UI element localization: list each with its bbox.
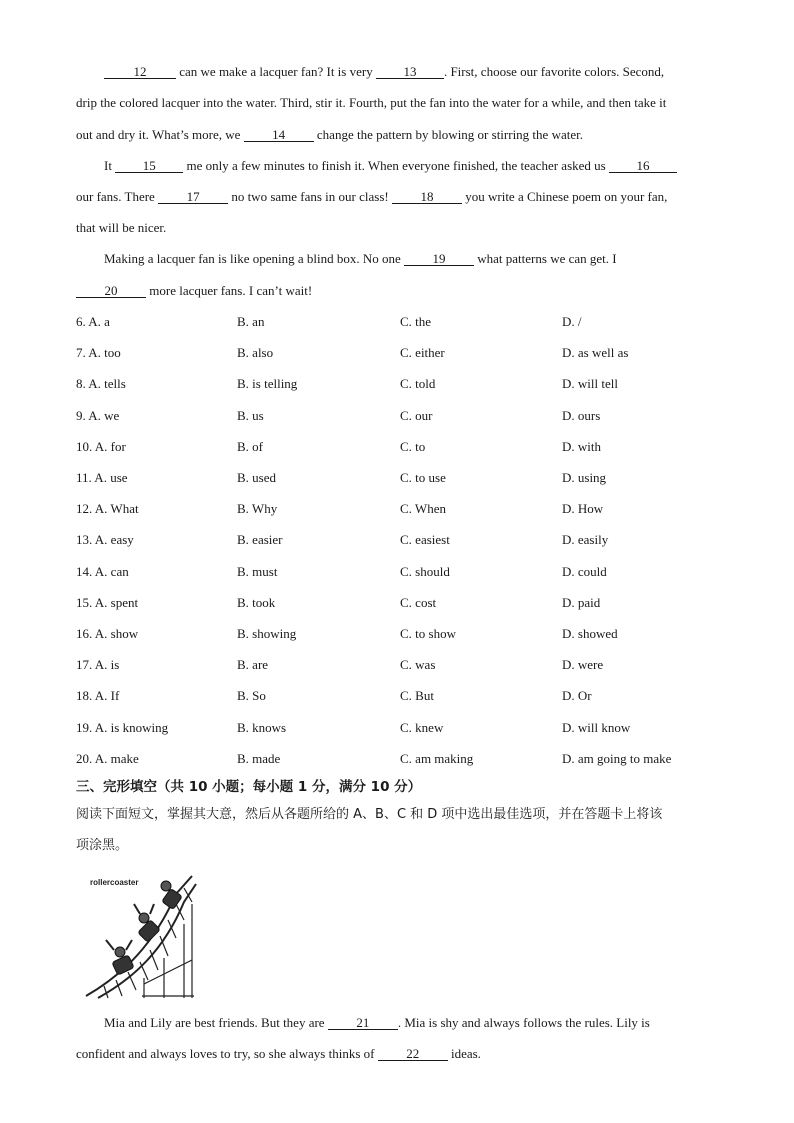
option-b: B. made — [237, 750, 281, 766]
option-a: 7. A. too — [76, 345, 121, 361]
option-d: D. am going to make — [562, 750, 672, 766]
option-d: D. paid — [562, 594, 601, 610]
option-a: 10. A. for — [76, 438, 126, 454]
option-a: 17. A. is — [76, 657, 120, 673]
option-c: C. knew — [400, 719, 444, 735]
option-d: D. / — [562, 314, 582, 329]
text: what patterns we can get. I — [474, 251, 617, 266]
blank-12: 12 — [104, 65, 176, 79]
blank-18: 18 — [392, 190, 462, 204]
text: confident and always loves to try, so she always thinks of — [76, 1046, 378, 1061]
option-c: C. But — [400, 688, 434, 704]
option-a: 12. A. What — [76, 501, 139, 517]
option-c: C. easiest — [400, 532, 450, 548]
option-row — [76, 376, 736, 392]
passage1-line-6: that will be nicer. — [76, 220, 167, 235]
passage1-line-8 — [76, 283, 721, 299]
text: you write a Chinese poem on your fan, — [461, 189, 668, 204]
text: me only a few minutes to finish it. When everyone finished, the teacher asked us — [183, 158, 609, 173]
option-row — [76, 345, 736, 361]
option-c: C. either — [400, 345, 445, 361]
option-row — [76, 720, 736, 736]
text: Making a lacquer fan is like opening a blind box. No one — [104, 251, 405, 266]
option-c: C. cost — [400, 594, 437, 610]
option-row — [76, 626, 736, 642]
text: . First, choose our favorite colors. Second, — [443, 64, 665, 79]
option-a: 13. A. easy — [76, 532, 134, 548]
option-b: B. knows — [237, 719, 287, 735]
text: change the pattern by blowing or stirring the water. — [313, 127, 583, 142]
option-b: B. are — [237, 657, 269, 673]
option-a: 18. A. If — [76, 688, 120, 704]
text: more lacquer fans. I can’t wait! — [146, 283, 313, 298]
option-d: D. Or — [562, 688, 592, 704]
option-row — [76, 439, 736, 455]
option-row — [76, 532, 736, 548]
rollercoaster-image — [84, 874, 198, 1000]
option-b: B. of — [237, 438, 263, 454]
option-d: D. How — [562, 501, 604, 517]
text: can we make a lacquer fan? It is very — [176, 64, 376, 79]
blank-20: 20 — [76, 284, 146, 298]
text: It — [104, 158, 116, 173]
blank-19: 19 — [404, 252, 474, 266]
passage1-line-5 — [76, 189, 721, 205]
option-c: C. to show — [400, 626, 456, 641]
text: no two same fans in our class! — [228, 189, 392, 204]
passage1-line-7 — [104, 251, 749, 267]
option-c: C. should — [400, 563, 450, 579]
blank-13: 13 — [376, 65, 444, 79]
option-b: B. So — [237, 688, 266, 704]
option-row — [76, 470, 736, 486]
option-d: D. will tell — [562, 376, 618, 392]
option-row — [76, 408, 736, 424]
option-a: 8. A. tells — [76, 376, 126, 392]
section-instructions-line-1: 阅读下面短文，掌握其大意，然后从各题所给的 A、B、C 和 D 项中选出最佳选项，并在答题卡上将该 — [76, 807, 663, 822]
option-a: 14. A. can — [76, 563, 129, 579]
option-c: C. was — [400, 657, 436, 673]
option-b: B. showing — [237, 626, 297, 641]
option-d: D. using — [562, 470, 607, 485]
option-c: C. to — [400, 438, 426, 454]
option-b: B. also — [237, 345, 274, 361]
option-c: C. told — [400, 376, 436, 392]
option-b: B. is telling — [237, 376, 298, 392]
option-b: B. used — [237, 470, 276, 485]
option-row — [76, 688, 736, 704]
blank-21: 21 — [328, 1016, 398, 1030]
option-a: 6. A. a — [76, 314, 110, 329]
option-c: C. am making — [400, 750, 474, 766]
blank-17: 17 — [158, 190, 228, 204]
figure-label: rollercoaster — [90, 878, 139, 887]
option-row — [76, 501, 736, 517]
option-b: B. must — [237, 563, 278, 579]
passage1-line-2: drip the colored lacquer into the water. Third, stir it. Fourth, put the fan into the water for a while, and then take it — [76, 95, 667, 110]
option-b: B. easier — [237, 532, 283, 548]
option-a: 15. A. spent — [76, 594, 139, 610]
option-row — [76, 314, 736, 330]
rollercoaster-illustration — [84, 874, 198, 1000]
option-c: C. our — [400, 407, 433, 423]
text: Mia and Lily are best friends. But they are — [104, 1015, 328, 1030]
option-b: B. took — [237, 594, 276, 610]
option-b: B. Why — [237, 501, 278, 517]
text: . Mia is shy and always follows the rules. Lily is — [397, 1015, 650, 1030]
blank-15: 15 — [115, 159, 183, 173]
option-a: 11. A. use — [76, 470, 128, 485]
option-c: C. the — [400, 314, 432, 329]
passage2-line-1 — [104, 1015, 749, 1031]
text: out and dry it. What’s more, we — [76, 127, 244, 142]
passage1-line-3 — [76, 127, 721, 143]
option-a: 9. A. we — [76, 407, 120, 423]
option-a: 19. A. is knowing — [76, 719, 169, 735]
option-d: D. could — [562, 563, 607, 579]
option-row — [76, 657, 736, 673]
option-a: 20. A. make — [76, 750, 139, 766]
option-row — [76, 595, 736, 611]
option-d: D. will know — [562, 719, 631, 735]
option-d: D. ours — [562, 407, 601, 423]
section-title: 三、完形填空（共 10 小题；每小题 1 分，满分 10 分） — [76, 779, 422, 795]
text: our fans. There — [76, 189, 159, 204]
section-instructions-line-2: 项涂黑。 — [76, 838, 129, 853]
option-c: C. When — [400, 501, 446, 517]
option-row — [76, 564, 736, 580]
blank-14: 14 — [244, 128, 314, 142]
option-a: 16. A. show — [76, 626, 139, 641]
option-b: B. us — [237, 407, 264, 423]
passage1-line-4 — [104, 158, 749, 174]
passage2-line-2 — [76, 1046, 721, 1062]
text: ideas. — [447, 1046, 481, 1061]
option-d: D. as well as — [562, 345, 629, 361]
option-d: D. easily — [562, 532, 609, 548]
passage1-line-1 — [104, 64, 749, 80]
blank-16: 16 — [609, 159, 677, 173]
option-row — [76, 751, 736, 767]
option-d: D. were — [562, 657, 604, 673]
blank-22: 22 — [378, 1047, 448, 1061]
option-d: D. with — [562, 438, 601, 454]
option-d: D. showed — [562, 626, 618, 641]
option-b: B. an — [237, 314, 265, 329]
option-c: C. to use — [400, 470, 446, 485]
